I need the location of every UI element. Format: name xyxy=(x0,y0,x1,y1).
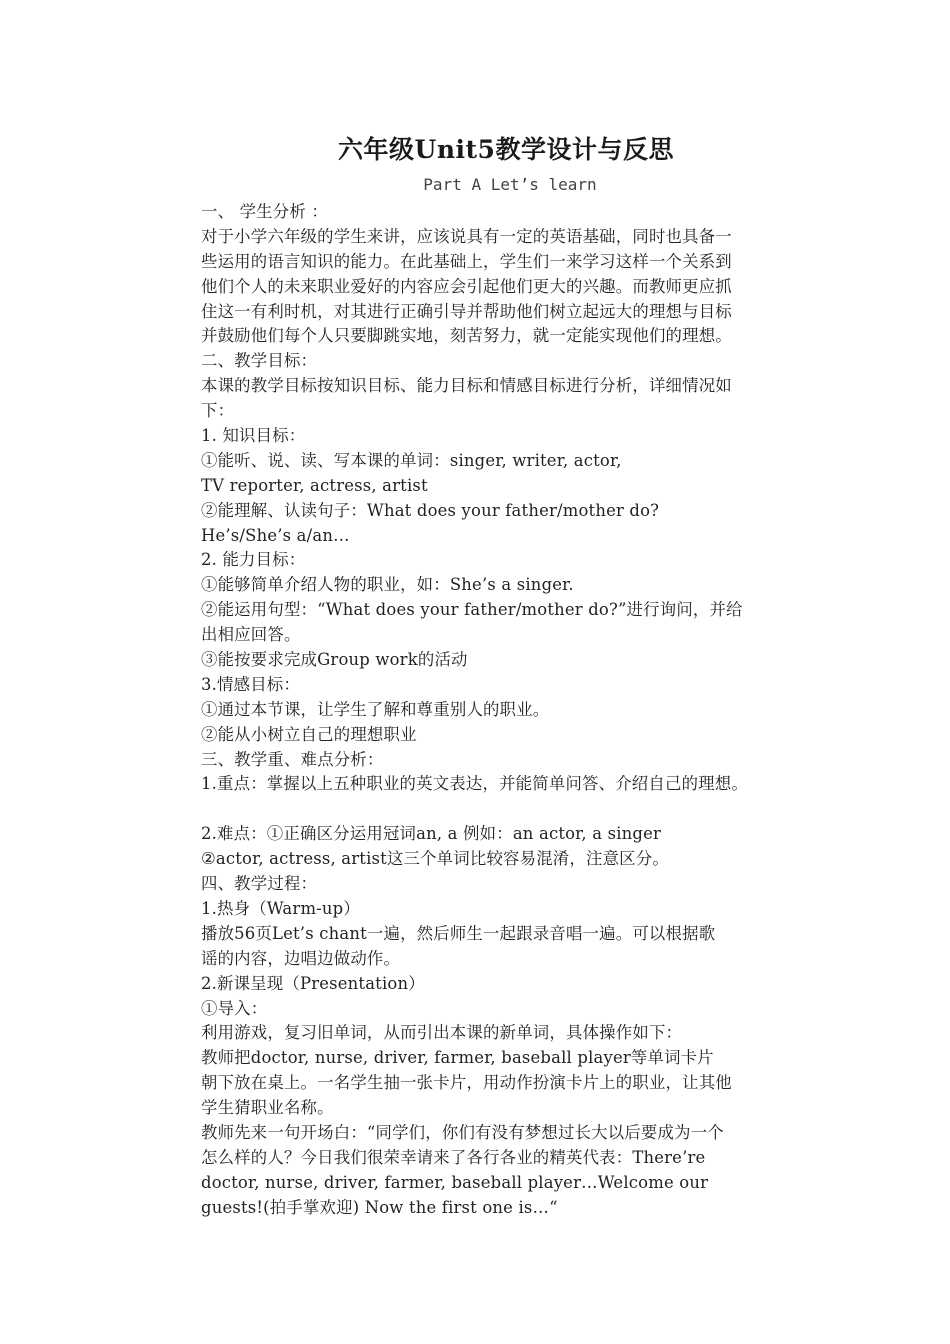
text-line: 对于小学六年级的学生来讲，应该说具有一定的英语基础，同时也具备一 xyxy=(201,226,732,246)
text-line: 本课的教学目标按知识目标、能力目标和情感目标进行分析，详细情况如 xyxy=(201,376,732,396)
text-line: 并鼓励他们每个人只要脚跳实地，刻苦努力，就一定能实现他们的理想。 xyxy=(201,326,732,346)
text-line: 1.热身（Warm-up） xyxy=(201,898,360,918)
text-line: 住这一有利时机，对其进行正确引导并帮助他们树立起远大的理想与目标 xyxy=(201,301,732,321)
text-line: guests!(拍手掌欢迎) Now the first one is…“ xyxy=(201,1197,558,1217)
text-line: 怎么样的人？今日我们很荣幸请来了各行各业的精英代表：There’re xyxy=(201,1147,706,1167)
text-line: 三、教学重、难点分析： xyxy=(201,749,384,769)
text-line: 出相应回答。 xyxy=(201,625,301,645)
text-line: 他们个人的未来职业爱好的内容应会引起他们更大的兴趣。而教师更应抓 xyxy=(201,276,732,296)
text-line: 2.新课呈现（Presentation） xyxy=(201,973,425,993)
text-line: 1. 知识目标： xyxy=(201,426,306,446)
text-line: He’s/She’s a/an… xyxy=(201,525,350,545)
text-line: ①通过本节课，让学生了解和尊重别人的职业。 xyxy=(201,699,550,719)
text-line: 一、 学生分析 ： xyxy=(201,202,328,221)
text-line: 3.情感目标： xyxy=(201,674,300,694)
text-line: 朝下放在桌上。一名学生抽一张卡片，用动作扮演卡片上的职业，让其他 xyxy=(201,1073,732,1093)
text-line: 2.难点：①正确区分运用冠词an, a 例如：an actor, a singer xyxy=(201,824,662,844)
document-title: 六年级Unit5教学设计与反思 xyxy=(338,135,674,164)
text-line: ②能从小树立自己的理想职业 xyxy=(201,724,417,744)
text-line: 四、教学过程： xyxy=(201,874,318,894)
text-line: 播放56页Let’s chant一遍，然后师生一起跟录音唱一遍。可以根据歌 xyxy=(201,923,716,943)
document-subtitle: Part A Let’s learn xyxy=(423,175,597,194)
text-line: 2. 能力目标： xyxy=(201,550,306,570)
text-line: 1.重点：掌握以上五种职业的英文表达，并能简单问答、介绍自己的理想。 xyxy=(201,774,748,794)
text-line: 教师把doctor, nurse, driver, farmer, baseball player等单词卡片 xyxy=(201,1048,714,1068)
text-line: doctor, nurse, driver, farmer, baseball player…Welcome our xyxy=(201,1172,709,1192)
text-line: 些运用的语言知识的能力。在此基础上，学生们一来学习这样一个关系到 xyxy=(201,251,732,271)
text-line: 二、教学目标： xyxy=(201,351,318,371)
text-line: 学生猜职业名称。 xyxy=(201,1098,334,1118)
text-line: ②actor, actress, artist这三个单词比较容易混淆，注意区分。 xyxy=(201,849,669,869)
text-line: ①能听、说、读、写本课的单词：singer, writer, actor, xyxy=(201,450,622,470)
text-line: ①能够简单介绍人物的职业，如：She’s a singer. xyxy=(201,575,574,595)
text-line: TV reporter, actress, artist xyxy=(201,475,428,495)
document-page xyxy=(201,130,811,1221)
text-line: ③能按要求完成Group work的活动 xyxy=(201,650,468,670)
text-line: 下： xyxy=(201,401,235,421)
text-line: 教师先来一句开场白：“同学们，你们有没有梦想过长大以后要成为一个 xyxy=(201,1122,724,1142)
text-line: 谣的内容，边唱边做动作。 xyxy=(201,948,401,968)
text-line: ②能理解、认读句子：What does your father/mother do? xyxy=(201,500,660,520)
text-line: 利用游戏，复习旧单词，从而引出本课的新单词，具体操作如下： xyxy=(201,1023,683,1043)
text-line: ①导入： xyxy=(201,998,268,1018)
document-body xyxy=(201,200,811,1221)
text-line: ②能运用句型：“What does your father/mother do?”进行询问，并给 xyxy=(201,600,743,620)
blank-line xyxy=(201,797,811,822)
